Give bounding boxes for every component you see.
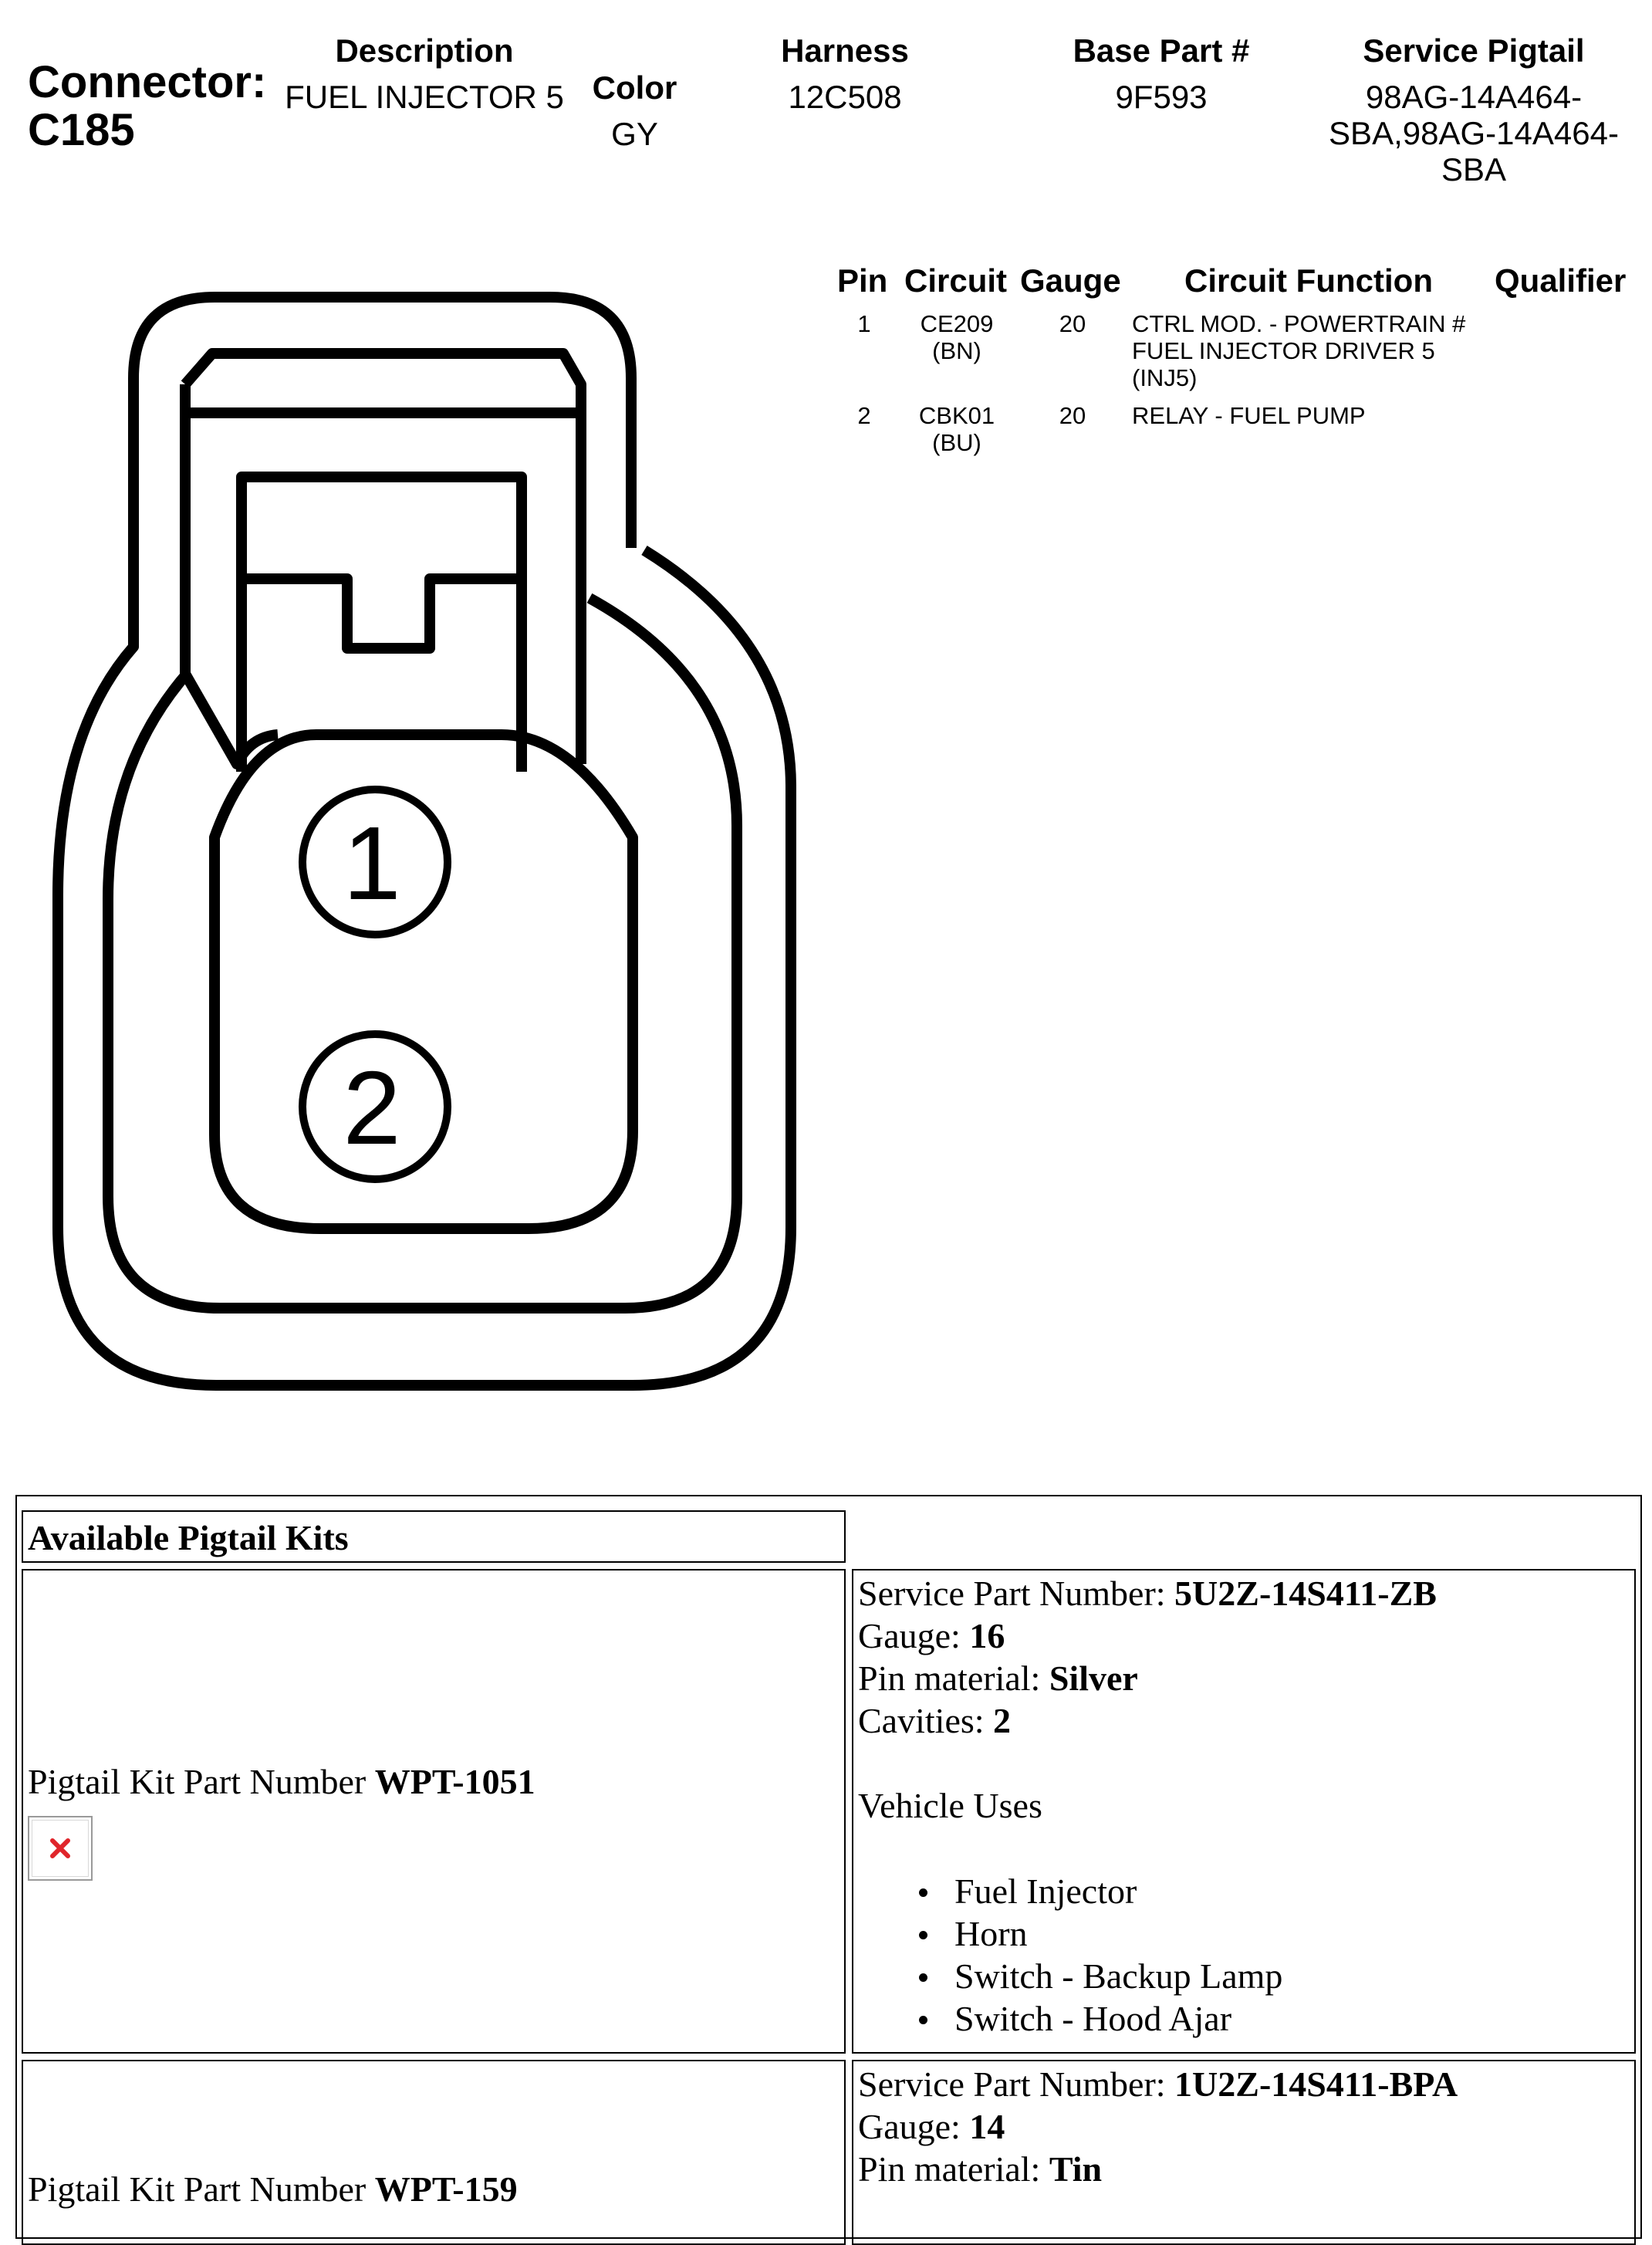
list-item: Fuel Injector: [954, 1870, 1437, 1912]
pin-gauge: 20: [1059, 402, 1086, 429]
cavities-value: 2: [993, 1701, 1012, 1740]
connector-id: C185: [28, 105, 135, 155]
pin-material-label: Pin material:: [858, 1658, 1049, 1698]
gauge-label: Gauge:: [858, 2107, 970, 2146]
base-part-label: Base Part #: [1073, 32, 1250, 69]
function-line: RELAY - FUEL PUMP: [1132, 402, 1366, 429]
pin-material-label: Pin material:: [858, 2149, 1049, 2189]
harness-label: Harness: [781, 32, 909, 69]
pin-circuit: [895, 402, 1019, 456]
list-item: Switch - Hood Ajar: [954, 1997, 1437, 2040]
cavities-label: Cavities:: [858, 1701, 994, 1740]
kit-1-left-cell: [22, 1569, 846, 2054]
vehicle-uses-list: [858, 1870, 1437, 2040]
gauge-col-header: Gauge: [1020, 262, 1121, 299]
pin-col-header: Pin: [837, 262, 888, 299]
broken-image-icon: [29, 1817, 91, 1879]
base-part-value: 9F593: [1115, 79, 1208, 115]
function-line: CTRL MOD. - POWERTRAIN #: [1132, 310, 1466, 337]
cavities-line: [858, 1699, 1437, 1742]
pin-circuit: [895, 310, 1019, 364]
kit-2-details: [858, 2063, 1458, 2190]
service-pigtail-label: Service Pigtail: [1363, 32, 1585, 69]
harness-value: 12C508: [788, 79, 902, 115]
pin-material-value: Tin: [1049, 2149, 1103, 2189]
circuit-color: (BU): [932, 429, 981, 456]
connector-label: Connector:: [28, 57, 267, 107]
pin-number: 2: [857, 402, 871, 429]
kit-2-left-cell: [22, 2060, 846, 2245]
kit-1-details: [858, 1572, 1437, 2040]
vehicle-uses-heading: Vehicle Uses: [858, 1786, 1042, 1825]
pigtail-kits-table: [15, 1495, 1642, 2239]
kit-1-image: [28, 1816, 93, 1881]
kit-1-right-cell: [852, 1569, 1636, 2054]
gauge-line: [858, 1614, 1437, 1657]
function-col-header: Circuit Function: [1184, 262, 1433, 299]
connector-heading: [28, 59, 266, 154]
pin-function: [1132, 310, 1465, 391]
kit-2-part-number: [28, 2168, 518, 2210]
kit-part-number-value: WPT-159: [374, 2169, 518, 2209]
service-part-number-value: 5U2Z-14S411-ZB: [1174, 1574, 1437, 1613]
circuit-color: (BN): [932, 337, 981, 364]
list-item: Switch - Backup Lamp: [954, 1955, 1437, 1997]
service-part-number-line: [858, 2063, 1458, 2105]
description-value: FUEL INJECTOR 5: [285, 79, 564, 115]
cavity-2-label: 2: [343, 1050, 401, 1166]
gauge-label: Gauge:: [858, 1616, 970, 1655]
description-label: Description: [335, 32, 514, 69]
connector-face-diagram: [0, 255, 833, 1397]
pigtail-kits-title-cell: [22, 1510, 846, 1563]
circuit-code: CBK01: [918, 402, 995, 429]
pin-gauge: 20: [1059, 310, 1086, 337]
pin-material-line: [858, 1657, 1437, 1699]
pin-material-line: [858, 2148, 1458, 2190]
function-line: (INJ5): [1132, 364, 1198, 391]
function-line: FUEL INJECTOR DRIVER 5: [1132, 337, 1435, 364]
color-label: Color: [592, 69, 677, 106]
latch-notch: [242, 579, 522, 648]
kit-2-right-cell: [852, 2060, 1636, 2245]
service-pigtail-value: [1312, 79, 1636, 188]
service-part-number-label: Service Part Number:: [858, 1574, 1175, 1613]
service-pigtail-line: SBA,98AG-14A464-: [1329, 115, 1619, 151]
service-part-number-value: 1U2Z-14S411-BPA: [1174, 2064, 1458, 2104]
list-item: Horn: [954, 1912, 1437, 1955]
qualifier-col-header: Qualifier: [1495, 262, 1627, 299]
pin-function: [1132, 402, 1366, 429]
cavity-1-label: 1: [343, 805, 401, 921]
kit-part-number-value: WPT-1051: [374, 1762, 535, 1801]
gauge-value: 14: [969, 2107, 1005, 2146]
service-pigtail-line: 98AG-14A464-: [1365, 79, 1583, 115]
color-value: GY: [611, 116, 658, 152]
circuit-col-header: Circuit: [904, 262, 1008, 299]
circuit-code: CE209: [920, 310, 994, 337]
pigtail-kits-title: Available Pigtail Kits: [28, 1518, 349, 1557]
gauge-line: [858, 2105, 1458, 2148]
service-part-number-label: Service Part Number:: [858, 2064, 1175, 2104]
pin-material-value: Silver: [1049, 1658, 1138, 1698]
gauge-value: 16: [969, 1616, 1005, 1655]
kit-1-part-number: [28, 1760, 535, 1803]
outer-housing-outline: [58, 297, 791, 1385]
kit-part-number-prefix: Pigtail Kit Part Number: [28, 1762, 375, 1801]
pin-number: 1: [857, 310, 871, 337]
service-part-number-line: [858, 1572, 1437, 1614]
kit-part-number-prefix: Pigtail Kit Part Number: [28, 2169, 375, 2209]
latch-center-tab: [242, 477, 522, 772]
service-pigtail-line: SBA: [1441, 151, 1507, 188]
